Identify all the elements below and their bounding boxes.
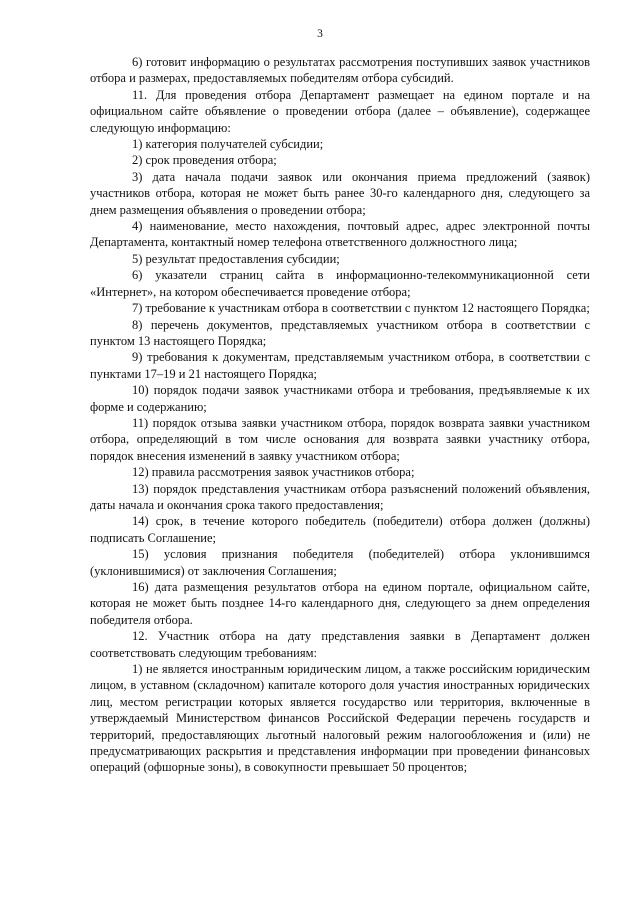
paragraph: 16) дата размещения результатов отбора на едином портале, официальном сайте, которая не может быть позднее 14-го календарного дня, следующего за днем определения победителя отбора.	[90, 580, 590, 627]
paragraph: 1) категория получателей субсидии;	[132, 137, 324, 152]
paragraph: 13) порядок представления участникам отбора разъяснений положений объявления, даты начала и окончания срока такого предоставления;	[90, 481, 590, 512]
paragraph: 4) наименование, место нахождения, почтовый адрес, адрес электронной почты Департамента, контактный номер телефона ответственного должностного лица;	[90, 219, 590, 250]
paragraph: 6) указатели страниц сайта в информационно-телекоммуникационной сети «Интернет», на котором обеспечивается проведение отбора;	[90, 268, 590, 299]
paragraph: 9) требования к документам, представляемым участником отбора, в соответствии с пунктами 17–19 и 21 настоящего Порядка;	[90, 350, 590, 381]
paragraph: 14) срок, в течение которого победитель (победители) отбора должен (должны) подписать Соглашение;	[90, 514, 590, 545]
paragraph: 2) срок проведения отбора;	[132, 153, 277, 168]
paragraph: 1) не является иностранным юридическим лицом, а также российским юридическим лицом, в уставном (складочном) капитале которого доля участия иностранных юридических лиц, местом регистрации которых является государство или территория, включенные в утверждаемый Министерством финансов Российской Федерации перечень государств и территорий, предоставляющих льготный налоговый режим налогообложения и (или) не предусматривающих раскрытия и представления информации при проведении финансовых операций (офшорные зоны), в совокупности превышает 50 процентов;	[90, 662, 590, 775]
paragraph: 8) перечень документов, представляемых участником отбора в соответствии с пунктом 13 настоящего Порядка;	[90, 317, 590, 348]
paragraph: 15) условия признания победителя (победителей) отбора уклонившимся (уклонившимися) от заключения Соглашения;	[90, 547, 590, 578]
paragraph: 12. Участник отбора на дату представления заявки в Департамент должен соответствовать следующим требованиям:	[90, 629, 590, 660]
paragraph: 11) порядок отзыва заявки участником отбора, порядок возврата заявки участником отбора, определяющий в том числе основания для возврата заявки участнику отбора, порядок внесения изменений в заявку участником отбора;	[90, 415, 590, 463]
paragraph: 11. Для проведения отбора Департамент размещает на едином портале и на официальном сайте объявление о проведении отбора (далее – объявление), содержащее следующую информацию:	[90, 87, 590, 135]
document-body	[90, 54, 590, 776]
paragraph: 3) дата начала подачи заявок или окончания приема предложений (заявок) участников отбора, которая не может быть ранее 30-го календарного дня, следующего за днем размещения объявления о проведении отбора;	[90, 169, 590, 217]
paragraph: 10) порядок подачи заявок участниками отбора и требования, предъявляемые к их форме и содержанию;	[90, 383, 590, 414]
paragraph: 6) готовит информацию о результатах рассмотрения поступивших заявок участников отбора и размерах, предоставляемых победителям отбора субсидий.	[90, 55, 590, 86]
paragraph: 5) результат предоставления субсидии;	[132, 251, 340, 266]
paragraph: 12) правила рассмотрения заявок участников отбора;	[132, 465, 415, 480]
page-number: 3	[317, 28, 323, 40]
paragraph: 7) требование к участникам отбора в соответствии с пунктом 12 настоящего Порядка;	[132, 301, 590, 316]
